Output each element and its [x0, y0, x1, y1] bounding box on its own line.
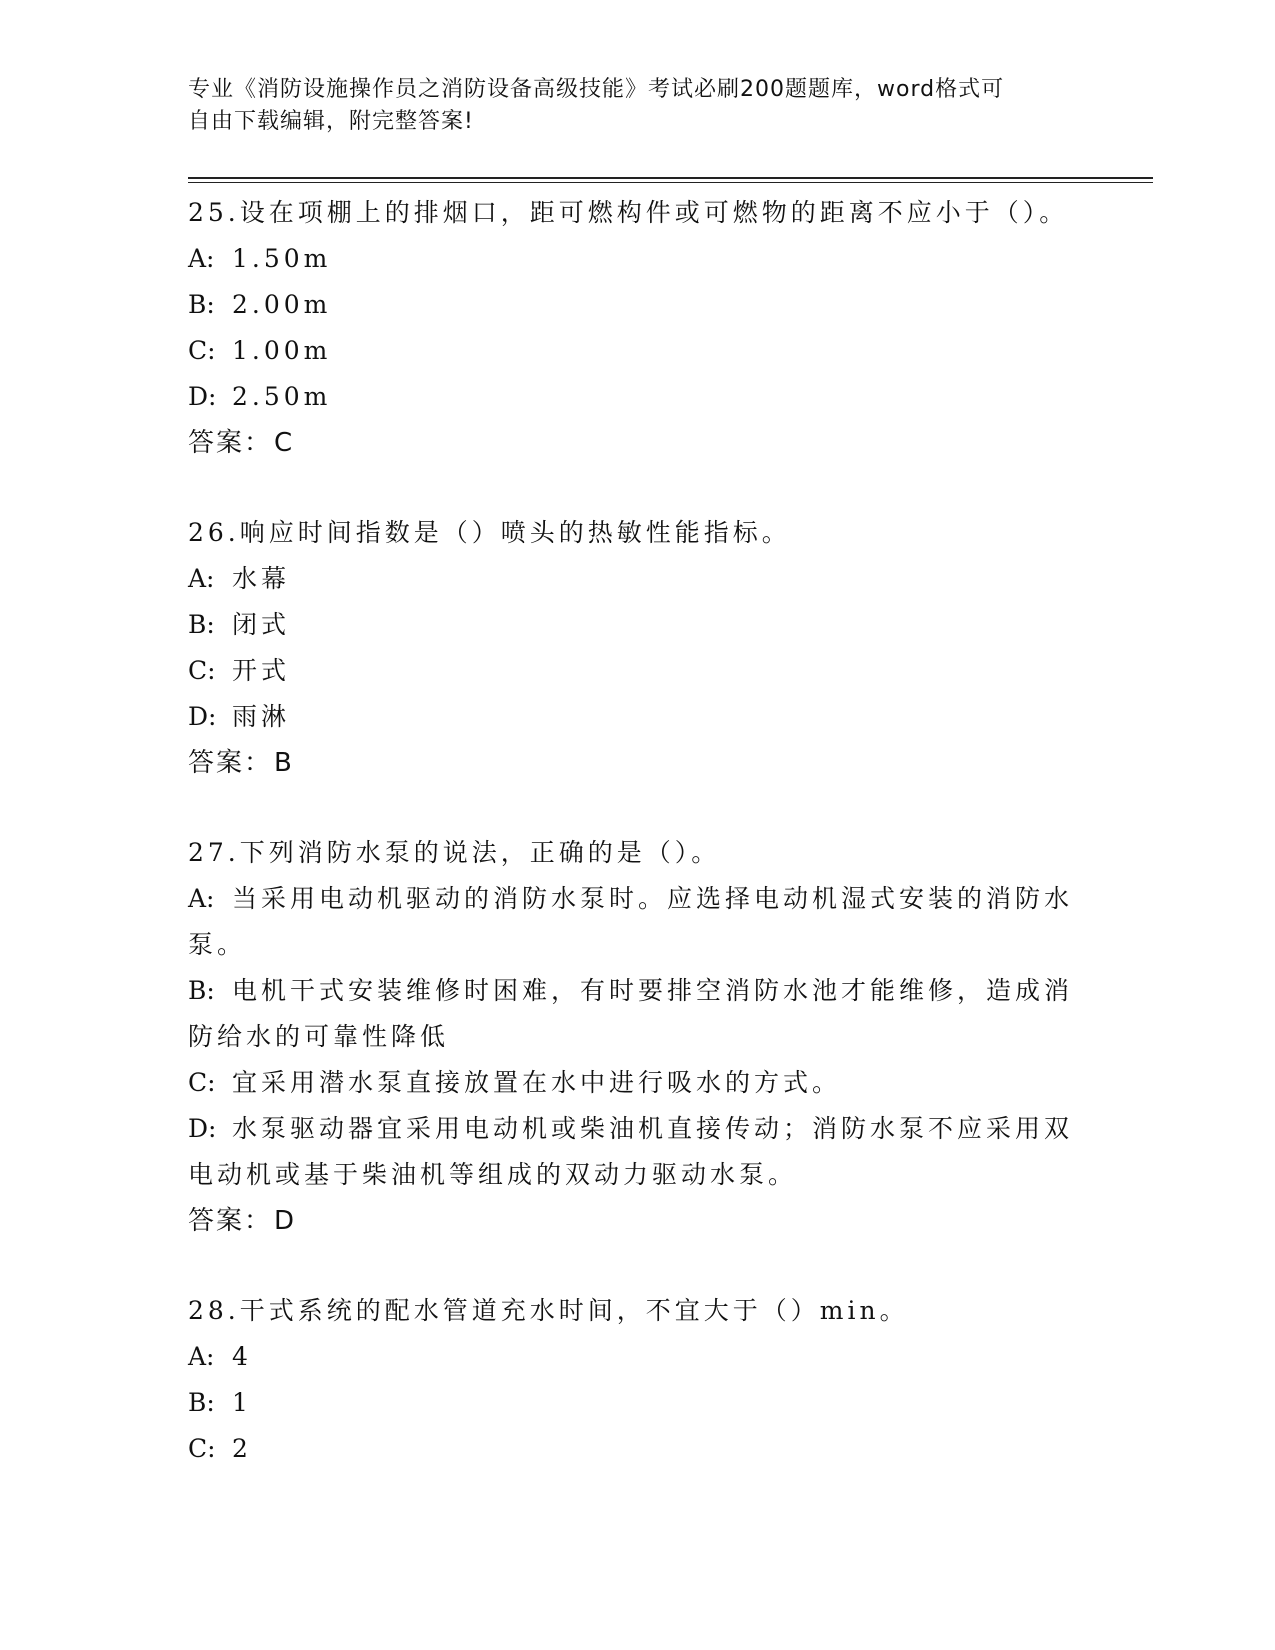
option-text: 电机干式安装维修时困难，有时要排空消防水池才能维修，造成消防给水的可靠性降低 [188, 976, 1074, 1051]
option-text: 1.00m [232, 336, 332, 365]
option-b [188, 282, 1088, 328]
option-text: 2.50m [232, 382, 332, 411]
answer-line [188, 420, 1088, 466]
option-text: 水泵驱动器宜采用电动机或柴油机直接传动；消防水泵不应采用双电动机或基于柴油机等组成的双动力驱动水泵。 [188, 1114, 1074, 1189]
question-26 [188, 510, 1088, 786]
header-divider-thick [188, 177, 1153, 179]
option-text: 2.00m [232, 290, 332, 319]
option-text: 当采用电动机驱动的消防水泵时。应选择电动机湿式安装的消防水泵。 [188, 884, 1074, 959]
option-label: A: [188, 884, 215, 913]
option-b [188, 602, 1088, 648]
option-text: 闭式 [232, 610, 291, 639]
option-a [188, 556, 1088, 602]
option-c [188, 1426, 1088, 1472]
option-label: C: [188, 336, 216, 365]
option-c [188, 648, 1088, 694]
option-label: D: [188, 702, 217, 731]
question-25 [188, 190, 1088, 466]
option-text: 雨淋 [232, 702, 291, 731]
option-label: C: [188, 1434, 216, 1463]
question-stem: 26.响应时间指数是（）喷头的热敏性能指标。 [188, 518, 791, 547]
option-text: 开式 [232, 656, 291, 685]
option-a [188, 876, 1088, 968]
question-stem: 25.设在项棚上的排烟口，距可燃构件或可燃物的距离不应小于（）。 [188, 198, 1069, 227]
option-d [188, 694, 1088, 740]
answer-key: C [274, 428, 295, 458]
question-27 [188, 830, 1088, 1244]
option-text: 2 [232, 1434, 252, 1463]
option-text: 宜采用潜水泵直接放置在水中进行吸水的方式。 [232, 1068, 842, 1097]
question-list [188, 190, 1088, 1472]
answer-label: 答案： [188, 428, 273, 458]
option-label: C: [188, 1068, 216, 1097]
option-a [188, 236, 1088, 282]
option-text: 1 [232, 1388, 252, 1417]
question-stem: 28.干式系统的配水管道充水时间，不宜大于（）min。 [188, 1296, 909, 1325]
option-text: 1.50m [232, 244, 332, 273]
option-b [188, 968, 1088, 1060]
option-label: A: [188, 564, 215, 593]
answer-key: B [274, 748, 294, 778]
option-d [188, 1106, 1088, 1198]
option-b [188, 1380, 1088, 1426]
question-28 [188, 1288, 1088, 1472]
option-a [188, 1334, 1088, 1380]
answer-key: D [274, 1206, 297, 1236]
option-label: D: [188, 1114, 217, 1143]
header-line-1: 专业《消防设施操作员之消防设备高级技能》考试必刷200题题库，word格式可 [188, 77, 1005, 102]
option-text: 水幕 [232, 564, 291, 593]
option-label: B: [188, 1388, 215, 1417]
option-label: B: [188, 610, 215, 639]
option-label: B: [188, 290, 215, 319]
option-label: B: [188, 976, 215, 1005]
option-c [188, 328, 1088, 374]
header-line-2: 自由下载编辑，附完整答案! [188, 109, 474, 134]
option-label: C: [188, 656, 216, 685]
answer-line [188, 740, 1088, 786]
option-label: A: [188, 1342, 215, 1371]
option-label: A: [188, 244, 215, 273]
header-divider-thin [188, 182, 1153, 183]
option-d [188, 374, 1088, 420]
document-header [188, 74, 1068, 138]
question-stem: 27.下列消防水泵的说法，正确的是（）。 [188, 838, 721, 867]
option-c [188, 1060, 1088, 1106]
answer-label: 答案： [188, 1206, 273, 1236]
answer-line [188, 1198, 1088, 1244]
option-label: D: [188, 382, 217, 411]
option-text: 4 [232, 1342, 252, 1371]
answer-label: 答案： [188, 748, 273, 778]
